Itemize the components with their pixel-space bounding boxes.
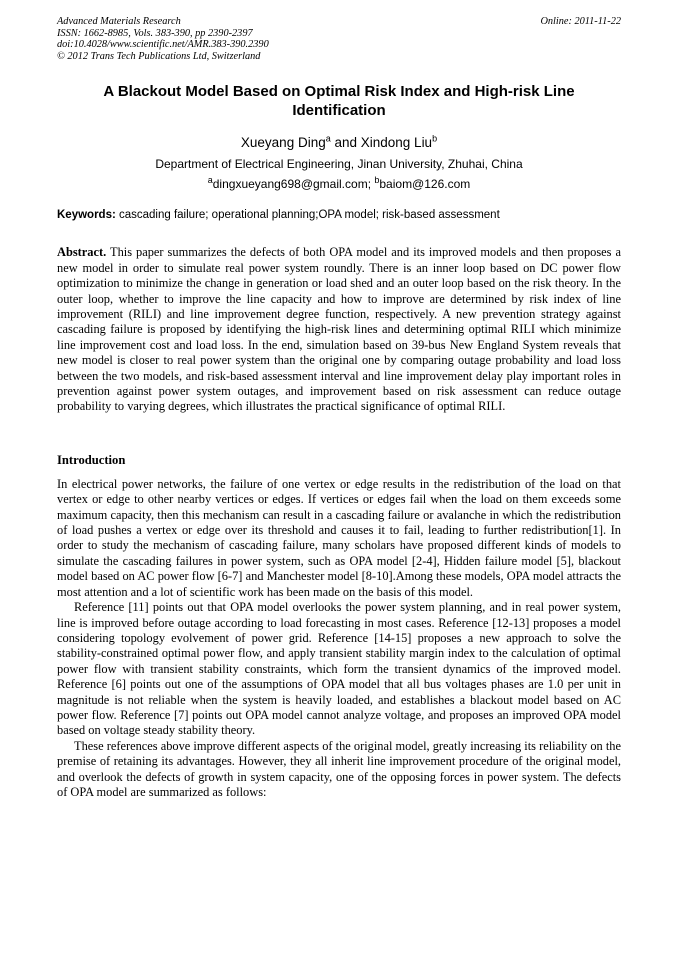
email-a-mark: a xyxy=(207,175,213,186)
author-2-name: and Xindong Liu xyxy=(330,135,433,151)
journal-doi-line: doi:10.4028/www.scientific.net/AMR.383-390.2390 xyxy=(57,39,269,51)
journal-header xyxy=(57,16,621,62)
keywords-label: Keywords: xyxy=(57,209,116,222)
keywords-line xyxy=(57,209,621,221)
journal-info-block xyxy=(57,16,269,62)
journal-copyright-line: © 2012 Trans Tech Publications Ltd, Switzerland xyxy=(57,50,261,62)
section-heading-introduction: Introduction xyxy=(57,452,126,467)
intro-paragraph-3: These references above improve different aspects of the original model, greatly increasing its reliability on the premise of retaining its advantages. However, they all inherit line improvement procedure of the original model, and overlook the defects of growth in system capacity, one of the opposing forces in power system. The defects of OPA model are summarized as follows: xyxy=(57,738,621,799)
intro-paragraph-2: Reference [11] points out that OPA model overlooks the power system planning, and in real power system, line is improved before outage according to load forecasting in most cases. Reference [12-13] proposes a model considering topology evolvement of power grid. Reference [14-15] proposes a new approach to solve the stability-constrained optimal power flow, and apply transient stability margin index to the calculation of optimal power flow with transient stability constraints, which form the transient dynamics of the improved model. Reference [6] points out one of the assumptions of OPA model that all bus voltages phases are 1.0 per unit in magnitude is not reliable when the system is heavily loaded, and establishes a blackout model based on AC power flow. Reference [7] points out OPA model cannot analyze voltage, and proposes an improved OPA model based on voltage steady stability theory. xyxy=(57,600,621,738)
email-b: baiom@126.com xyxy=(379,177,471,192)
email-a: dingxueyang698@gmail.com; xyxy=(212,177,375,192)
author-2-affiliation-mark: b xyxy=(432,133,438,144)
journal-name: Advanced Materials Research xyxy=(57,16,181,27)
abstract-paragraph xyxy=(57,245,621,414)
intro-paragraph-1: In electrical power networks, the failure of one vertex or edge results in the redistribution of the load on that vertex or edge to other nearby vertices or edges. If vertices or edges fail when the load on them exceeds some maximum capacity, then this mechanism can result in a cascading failure or avalanche in which the redistribution of load pushes a vertex or edge over its threshold and causes it to fail, leading to further redistribution[1]. In order to study the mechanism of cascading failure, many scholars have proposed different kinds of models to simulate the cascading failures in power system, such as OPA model [2-4], Hidden failure model [5], blackout model based on AC power flow [6-7] and Manchester model [8-10].Among these models, OPA model attracts the most attention and a lot of scientific work has been made on the basis of this model. xyxy=(57,476,621,599)
emails-line xyxy=(57,177,621,191)
affiliation-line: Department of Electrical Engineering, Jinan University, Zhuhai, China xyxy=(155,157,523,172)
abstract-text: This paper summarizes the defects of both OPA model and its improved models and then proposes a new model in order to simulate real power system roundly. There is an inner loop based on DC power flow optimization to minimize the change in generation or load shed and an outer loop based on the risk theory. In the outer loop, whether to improve the line capacity and how to improve are determined by risk index of line improvement (RILI) and line improvement degree function, respectively. A new prevention strategy against cascading failure is proposed by identifying the high-risk lines and determining optimal RILI which minimize line improvement cost and load loss. In the end, simulation based on 39-bus New England System reveals that new model is closer to real power system than the original one by comparing outage probability and load loss between the two models, and risk-based assessment interval and line improvement delay play important roles in prevention against power system outages, and improvement based on risk assessment can reduce outage probability to varying degrees, which illustrates the practical significance of optimal RILI. xyxy=(57,245,621,414)
keywords-text: cascading failure; operational planning;OPA model; risk-based assessment xyxy=(115,209,500,222)
author-1-affiliation-mark: a xyxy=(325,133,331,144)
authors-line xyxy=(57,135,621,150)
abstract-label: Abstract. xyxy=(57,245,107,260)
paper-title: A Blackout Model Based on Optimal Risk Index and High-risk Line Identification xyxy=(103,83,575,120)
author-1-name: Xueyang Ding xyxy=(240,135,326,151)
journal-issn-line: ISSN: 1662-8985, Vols. 383-390, pp 2390-2397 xyxy=(57,27,253,39)
online-date: Online: 2011-11-22 xyxy=(540,16,621,27)
email-b-mark: b xyxy=(374,175,380,186)
